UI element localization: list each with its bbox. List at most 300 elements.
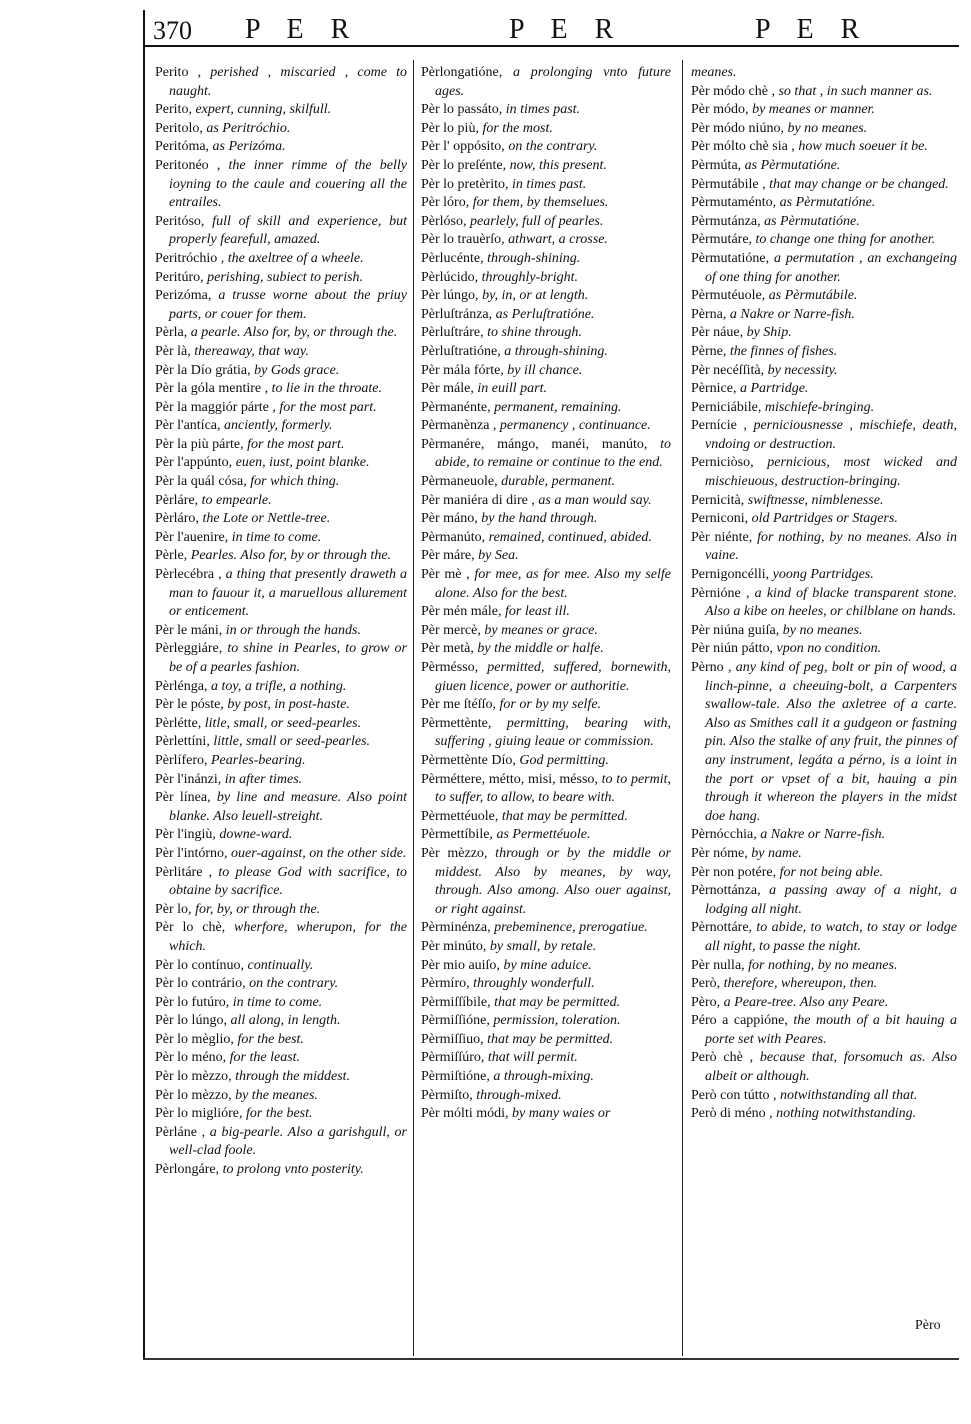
- entry-headword: Pèrno ,: [691, 660, 732, 675]
- entry-headword: Pèr niénte,: [691, 529, 753, 545]
- entry-headword: Pèrmutánza,: [691, 213, 761, 229]
- entry-definition: yoong Partridges.: [769, 567, 874, 583]
- dictionary-entry: [691, 362, 957, 381]
- dictionary-entry: [691, 176, 957, 195]
- dictionary-entry: [421, 287, 671, 306]
- entry-definition: to shine through.: [483, 325, 582, 341]
- entry-headword: Pèrlúcido,: [421, 269, 479, 285]
- entry-headword: Pèrnócchia,: [691, 827, 757, 843]
- entry-definition: the Lote or Nettle-tree.: [198, 511, 331, 527]
- dictionary-entry: [691, 120, 957, 139]
- entry-headword: Pèr la quál cósa,: [155, 474, 247, 490]
- entry-definition: for or by my selfe.: [496, 697, 602, 713]
- entry-headword: Pernicità,: [691, 492, 745, 508]
- entry-headword: Pèrláne ,: [155, 1124, 206, 1140]
- entry-definition: so that , in such manner as.: [774, 83, 933, 99]
- entry-definition: for mee, as for mee. Also my selfe alone. Also for the best.: [435, 567, 671, 601]
- entry-definition: a permutation , an exchangeing of one thing for another.: [705, 250, 957, 285]
- dictionary-entry: [155, 64, 407, 101]
- dictionary-entry: [155, 826, 407, 845]
- entry-definition: for the most.: [478, 120, 553, 136]
- dictionary-entry: [155, 529, 407, 548]
- dictionary-entry: [155, 324, 407, 343]
- dictionary-entry: [421, 157, 671, 176]
- entry-headword: Pèrmanénte,: [421, 399, 491, 415]
- dictionary-entry: [155, 640, 407, 677]
- entry-definition: that may be permitted.: [490, 994, 621, 1010]
- entry-definition: perniciousnesse , mischiefe, death, vndoing or destruction.: [705, 418, 957, 452]
- dictionary-entry: [155, 845, 407, 864]
- entry-definition: as Permettéuole.: [492, 827, 591, 843]
- entry-headword: Perniciòso,: [691, 455, 754, 471]
- dictionary-entry: [691, 1012, 957, 1049]
- entry-definition: permanency , continuance.: [496, 418, 651, 434]
- entry-headword: Pèr lo mèzzo,: [155, 1069, 232, 1085]
- entry-definition: anciently, formerly.: [220, 418, 333, 434]
- dictionary-entry: [691, 566, 957, 585]
- entry-headword: Peritróchio ,: [155, 250, 225, 266]
- entry-headword: Pèr l'inánzi,: [155, 771, 222, 787]
- dictionary-entry: [421, 808, 671, 827]
- entry-definition: a kind of blacke transparent stone. Also a kibe on heeles, or chilblane on hands.: [705, 585, 958, 620]
- entry-definition: prebeminence, prerogatiue.: [490, 920, 648, 936]
- entry-definition: Pearles-bearing.: [207, 752, 306, 768]
- entry-definition: for least ill.: [501, 604, 570, 620]
- dictionary-entry: [155, 343, 407, 362]
- dictionary-entry: [155, 454, 407, 473]
- dictionary-entry: [421, 752, 671, 771]
- dictionary-entry: [691, 919, 957, 956]
- dictionary-entry: [691, 399, 957, 418]
- dictionary-entry: [691, 659, 957, 826]
- entry-headword: Peritóma,: [155, 139, 210, 155]
- entry-definition: by the middle or halfe.: [473, 641, 604, 657]
- entry-headword: Però chè ,: [691, 1050, 754, 1066]
- entry-headword: Pèrmíro,: [421, 976, 470, 992]
- entry-headword: Pèr lo più,: [421, 120, 479, 136]
- entry-definition: a passing away of a night, a lodging all night.: [705, 883, 957, 917]
- entry-headword: Pèrméttere, métto, misi, mésso,: [421, 771, 598, 787]
- dictionary-entry: [155, 789, 407, 826]
- entry-definition: by no meanes.: [779, 622, 863, 638]
- dictionary-entry: [421, 529, 671, 548]
- entry-definition: all along, in length.: [226, 1013, 341, 1029]
- entry-headword: Pèrminénza,: [421, 920, 491, 936]
- entry-definition: in euill part.: [473, 381, 547, 397]
- entry-definition: by necessity.: [764, 362, 838, 378]
- entry-headword: Pèrmutaménto,: [691, 195, 777, 211]
- dictionary-entry: [155, 269, 407, 288]
- entry-headword: Pèr lo pretèrito,: [421, 176, 509, 192]
- dictionary-entry: [691, 287, 957, 306]
- entry-headword: Pèrmettéuole,: [421, 808, 499, 824]
- entry-headword: Pèr la góla mentire ,: [155, 381, 269, 397]
- entry-definition: to abide, to remaine or continue to the end.: [435, 436, 671, 471]
- entry-headword: Pèrna,: [691, 306, 727, 322]
- entry-headword: Pèr lóro,: [421, 195, 470, 211]
- dictionary-entry: [421, 566, 671, 603]
- entry-definition: notwithstanding all that.: [776, 1087, 918, 1103]
- dictionary-entry: [421, 417, 671, 436]
- entry-definition: ouer-against, on the other side.: [227, 845, 407, 861]
- entry-headword: Pèrmutábile ,: [691, 176, 766, 192]
- entry-definition: the finnes of fishes.: [726, 343, 838, 359]
- entry-headword: Pèr la maggiór párte ,: [155, 399, 276, 415]
- dictionary-entry: [421, 1049, 671, 1068]
- entry-definition: perished , miscaried , come to naught.: [169, 65, 407, 99]
- entry-definition: for not being able.: [776, 864, 884, 880]
- dictionary-entry: [691, 101, 957, 120]
- left-border: [143, 10, 145, 1360]
- entry-headword: Péro a cappióne,: [691, 1013, 788, 1029]
- entry-definition: therefore, whereupon, then.: [720, 976, 878, 992]
- entry-headword: Pèr lo futúro,: [155, 994, 230, 1010]
- entry-headword: Pèrmutatióne,: [691, 250, 770, 266]
- entry-definition: in after times.: [221, 771, 303, 787]
- entry-headword: Pèrmiſſúro,: [421, 1050, 485, 1066]
- entry-definition: durable, permanent.: [497, 474, 616, 490]
- entry-definition: permitting, bearing with, suffering , giuing leaue or commission.: [435, 715, 671, 750]
- entry-headword: Pèrmutáre,: [691, 232, 753, 248]
- dictionary-entry: [421, 1012, 671, 1031]
- dictionary-entry: [155, 436, 407, 455]
- dictionary-entry: [691, 1087, 957, 1106]
- entry-headword: Pèrle,: [155, 548, 188, 564]
- entry-headword: Pèrmiſſiuo,: [421, 1031, 484, 1047]
- dictionary-entry: [155, 1105, 407, 1124]
- dictionary-entry: [155, 1161, 407, 1180]
- column-rule: [413, 60, 414, 1356]
- dictionary-entry: [155, 473, 407, 492]
- entry-definition: pearlely, full of pearles.: [466, 213, 604, 229]
- entry-headword: Pèrluſtratióne,: [421, 343, 501, 359]
- entry-definition: by small, by retale.: [486, 938, 597, 954]
- entry-definition: by meanes or manner.: [748, 102, 875, 118]
- dictionary-entry: [691, 529, 957, 566]
- dictionary-entry: [421, 919, 671, 938]
- entry-headword: Pèr lo méno,: [155, 1050, 227, 1066]
- entry-definition: by no meanes.: [783, 120, 868, 136]
- entry-headword: Pèrleggiáre,: [155, 641, 223, 657]
- entry-definition: that will permit.: [484, 1050, 578, 1066]
- entry-definition: in or through the hands.: [222, 622, 361, 638]
- entry-headword: Pèr lo passáto,: [421, 102, 503, 118]
- entry-definition: on the contrary.: [504, 139, 598, 155]
- entry-definition: as Peritróchio.: [202, 120, 291, 136]
- entry-definition: by the meanes.: [231, 1087, 318, 1103]
- running-head-1: P E R: [245, 14, 360, 45]
- entry-headword: Peritúro,: [155, 269, 204, 285]
- column-2: [421, 64, 671, 1124]
- entry-headword: Però di méno ,: [691, 1106, 773, 1122]
- entry-definition: to to permit, to suffer, to allow, to beare with.: [435, 771, 671, 806]
- dictionary-entry: [421, 975, 671, 994]
- entry-definition: for the best.: [242, 1106, 313, 1122]
- dictionary-entry: [421, 1087, 671, 1106]
- dictionary-entry: [155, 715, 407, 734]
- entry-headword: Pèr lo miglióre,: [155, 1106, 243, 1122]
- entry-definition: by Ship.: [743, 325, 792, 341]
- entry-definition: in times past.: [508, 176, 587, 192]
- dictionary-entry: [691, 622, 957, 641]
- entry-definition: that may be permitted.: [498, 808, 628, 824]
- entry-headword: Pèr máre,: [421, 548, 475, 564]
- entry-headword: Perito,: [155, 102, 192, 118]
- entry-definition: nothing notwithstanding.: [772, 1106, 917, 1122]
- dictionary-entry: [155, 1012, 407, 1031]
- dictionary-entry: [421, 213, 671, 232]
- dictionary-entry: [155, 919, 407, 956]
- dictionary-entry: [691, 231, 957, 250]
- dictionary-entry: [155, 622, 407, 641]
- dictionary-entry: [155, 733, 407, 752]
- entry-definition: as Pèrmutábile.: [765, 288, 858, 304]
- entry-definition: perishing, subiect to perish.: [203, 269, 364, 285]
- entry-definition: wherfore, wherupon, for the which.: [169, 920, 407, 954]
- dictionary-entry: [155, 1087, 407, 1106]
- dictionary-entry: [155, 901, 407, 920]
- entry-headword: Pèr mercè,: [421, 622, 481, 638]
- dictionary-entry: [691, 324, 957, 343]
- dictionary-entry: [155, 547, 407, 566]
- entry-definition: a through-mixing.: [489, 1069, 594, 1085]
- entry-headword: Pèr módo niúno,: [691, 120, 784, 136]
- entry-headword: Pèr l'ingiù,: [155, 827, 216, 843]
- dictionary-entry: [155, 362, 407, 381]
- entry-headword: Pèr la più párte,: [155, 436, 244, 452]
- entry-definition: a big-pearle. Also a garishgull, or well-clad foole.: [169, 1124, 408, 1159]
- entry-headword: Pèrmúta,: [691, 157, 742, 173]
- entry-headword: Però,: [691, 976, 721, 992]
- entry-definition: for which thing.: [246, 474, 340, 490]
- entry-headword: Pèr lo trauèrſo,: [421, 232, 505, 248]
- dictionary-entry: [691, 250, 957, 287]
- entry-headword: Pèr mèzzo,: [421, 845, 488, 861]
- entry-headword: Pèrláro,: [155, 511, 199, 527]
- dictionary-entry: [155, 399, 407, 418]
- dictionary-entry: [421, 399, 671, 418]
- dictionary-entry: [421, 640, 671, 659]
- entry-definition: the inner rimme of the belly ioyning to the caule and couering all the entrailes.: [169, 157, 407, 211]
- entry-definition: a toy, a trifle, a nothing.: [207, 678, 347, 694]
- entry-headword: Pèr le máni,: [155, 622, 223, 638]
- entry-headword: Pèr mólti módi,: [421, 1106, 509, 1122]
- entry-definition: by many waies or: [508, 1106, 611, 1122]
- entry-definition: by, in, or at length.: [478, 288, 589, 304]
- entry-definition: as Pèrmutatióne.: [776, 195, 876, 211]
- running-head-2: P E R: [509, 14, 624, 45]
- dictionary-entry: [421, 64, 671, 101]
- entry-headword: Pèrlitáre ,: [155, 864, 213, 880]
- dictionary-entry: [155, 678, 407, 697]
- entry-headword: Pèr niúna guiſa,: [691, 622, 780, 638]
- dictionary-entry: [691, 492, 957, 511]
- entry-headword: Pèrlongáre,: [155, 1162, 220, 1178]
- entry-definition: full of skill and experience, but properly fearefull, amazed.: [169, 213, 407, 248]
- entry-headword: Perito ,: [155, 65, 202, 80]
- entry-definition: for them, by themselues.: [469, 195, 609, 211]
- entry-headword: Pernície ,: [691, 418, 747, 434]
- dictionary-entry: [691, 138, 957, 157]
- dictionary-entry: [421, 547, 671, 566]
- entry-headword: Pèrlóso,: [421, 213, 467, 229]
- entry-headword: Pèro,: [691, 994, 721, 1010]
- dictionary-entry: [155, 1031, 407, 1050]
- entry-definition: pernicious, most wicked and mischieuous, destruction-bringing.: [705, 455, 957, 490]
- entry-definition: on the contrary.: [245, 976, 339, 992]
- entry-definition: swiftnesse, nimblenesse.: [744, 492, 884, 508]
- page-number: 370: [153, 16, 192, 45]
- entry-definition: how much soeuer it be.: [794, 139, 928, 155]
- entry-definition: a pearle. Also for, by, or through the.: [187, 325, 398, 341]
- dictionary-entry: [155, 1068, 407, 1087]
- column-1: [155, 64, 407, 1180]
- entry-definition: to shine in Pearles, to grow or be of a pearles fashion.: [169, 641, 407, 675]
- entry-definition: permitted, suffered, bornewith, giuen licence, power or authoritie.: [435, 660, 671, 694]
- dictionary-entry: [155, 864, 407, 901]
- dictionary-entry: [691, 417, 957, 454]
- dictionary-entry: [421, 138, 671, 157]
- dictionary-entry: [421, 101, 671, 120]
- dictionary-entry: [421, 771, 671, 808]
- entry-headword: Pèrnottánza,: [691, 883, 761, 899]
- entry-headword: Pèr mále,: [421, 381, 474, 397]
- entry-definition: downe-ward.: [215, 827, 293, 843]
- entry-headword: Pèr minúto,: [421, 938, 487, 954]
- dictionary-entry: [691, 882, 957, 919]
- dictionary-entry: [691, 380, 957, 399]
- dictionary-entry: [421, 436, 671, 473]
- entry-definition: by Gods grace.: [250, 362, 340, 378]
- dictionary-entry: [155, 752, 407, 771]
- entry-headword: Pèrla,: [155, 325, 188, 341]
- entry-definition: as Pèrmutatióne.: [741, 157, 841, 173]
- entry-definition: by meanes or grace.: [480, 622, 598, 638]
- entry-definition: in times past.: [502, 102, 581, 118]
- entry-definition: expert, cunning, skilfull.: [191, 102, 332, 118]
- entry-definition: to abide, to watch, to stay or lodge all night, to passe the night.: [705, 920, 957, 954]
- dictionary-entry: [421, 1105, 671, 1124]
- entry-headword: Pèr mè ,: [421, 567, 470, 583]
- entry-definition: for, by, or through the.: [191, 901, 321, 917]
- dictionary-entry: [155, 957, 407, 976]
- dictionary-entry: [155, 138, 407, 157]
- entry-definition: Pearles. Also for, by or through the.: [187, 548, 392, 564]
- entry-definition: to please God with sacrifice, to obtaine by sacrifice.: [169, 864, 408, 899]
- entry-definition: vpon no condition.: [773, 641, 882, 657]
- entry-headword: Pèr là,: [155, 343, 191, 359]
- entry-definition: a Nakre or Narre-fish.: [726, 306, 855, 322]
- dictionary-entry: [691, 957, 957, 976]
- entry-headword: Pèr lúngo,: [421, 288, 479, 304]
- dictionary-entry: [155, 492, 407, 511]
- entry-definition: as a man would say.: [534, 492, 652, 508]
- dictionary-entry: [155, 771, 407, 790]
- entry-definition: through the middest.: [231, 1069, 351, 1085]
- entry-definition: euen, iust, point blanke.: [232, 455, 370, 471]
- dictionary-entry: [421, 492, 671, 511]
- dictionary-entry: [421, 343, 671, 362]
- entry-definition: to empearle.: [198, 492, 272, 508]
- dictionary-entry: [155, 994, 407, 1013]
- column-rule: [682, 60, 683, 1356]
- entry-definition: through-mixed.: [472, 1087, 562, 1103]
- dictionary-entry: [421, 510, 671, 529]
- dictionary-entry: [421, 659, 671, 696]
- entry-definition: throughly-bright.: [478, 269, 578, 285]
- dictionary-entry: [691, 845, 957, 864]
- dictionary-entry: [155, 213, 407, 250]
- entry-definition: in time to come.: [229, 994, 323, 1010]
- running-head-3: P E R: [755, 14, 870, 45]
- entry-headword: Pèr mála fórte,: [421, 362, 504, 378]
- entry-definition: permission, toleration.: [489, 1013, 621, 1029]
- entry-definition: as Perizóma.: [209, 139, 286, 155]
- entry-headword: Pèr mio auiſo,: [421, 957, 500, 973]
- entry-headword: Pèrnice,: [691, 381, 737, 397]
- entry-definition: God permitting.: [515, 752, 609, 768]
- entry-headword: Pèrnióne ,: [691, 585, 750, 601]
- entry-definition: by ill chance.: [503, 362, 583, 378]
- entry-headword: Pèrmanènza ,: [421, 418, 497, 434]
- dictionary-entry: [691, 975, 957, 994]
- entry-definition: a trusse worne about the priuy parts, or couer for them.: [169, 288, 407, 322]
- dictionary-entry: [155, 120, 407, 139]
- dictionary-entry: [691, 585, 957, 622]
- dictionary-entry: [155, 510, 407, 529]
- entry-headword: Pèrlucénte,: [421, 250, 484, 266]
- entry-headword: Pèrmiſtióne,: [421, 1069, 490, 1085]
- dictionary-entry: [421, 362, 671, 381]
- dictionary-entry: [421, 176, 671, 195]
- entry-headword: Pèr módo,: [691, 102, 749, 118]
- entry-headword: Pèrlénga,: [155, 678, 208, 694]
- entry-definition: continually.: [244, 957, 314, 973]
- dictionary-entry: [421, 194, 671, 213]
- entry-definition: a Peare-tree. Also any Peare.: [720, 994, 889, 1010]
- entry-headword: Pèrlétte,: [155, 715, 202, 731]
- entry-definition: remained, continued, abided.: [485, 529, 652, 545]
- dictionary-entry: [421, 380, 671, 399]
- entry-definition: by the hand through.: [477, 511, 598, 527]
- dictionary-entry: [421, 845, 671, 919]
- entry-headword: Peritóso,: [155, 213, 205, 229]
- entry-headword: Pèr lo mèglio,: [155, 1031, 234, 1047]
- entry-definition: for nothing, by no meanes. Also in vaine.: [705, 529, 957, 564]
- entry-headword: Pèr mén mále,: [421, 604, 502, 620]
- entry-headword: Pèr máno,: [421, 511, 478, 527]
- entry-definition: litle, small, or seed-pearles.: [201, 715, 362, 731]
- dictionary-entry: [421, 1031, 671, 1050]
- entry-headword: Pèr lo chè,: [155, 920, 226, 936]
- entry-headword: Pernigoncélli,: [691, 567, 770, 583]
- entry-headword: Pèr l'antíca,: [155, 418, 221, 434]
- entry-headword: Pèrluſtránza,: [421, 306, 493, 322]
- dictionary-entry: [691, 864, 957, 883]
- entry-definition: because that, forsomuch as. Also albeit or although.: [705, 1050, 957, 1085]
- dictionary-entry: [691, 994, 957, 1013]
- entry-definition: a prolonging vnto future ages.: [435, 65, 671, 99]
- entry-definition: old Partridges or Stagers.: [748, 511, 898, 527]
- dictionary-entry: [691, 306, 957, 325]
- entry-definition: permanent, remaining.: [490, 399, 622, 415]
- dictionary-entry: [421, 250, 671, 269]
- entry-headword: Pèr maniéra di dire ,: [421, 492, 535, 508]
- catchword: Pèro: [915, 1318, 941, 1333]
- entry-headword: Pèrmaneuole,: [421, 474, 498, 490]
- entry-headword: Pèr l'appúnto,: [155, 455, 233, 471]
- entry-headword: Pèr lo preſénte,: [421, 157, 507, 173]
